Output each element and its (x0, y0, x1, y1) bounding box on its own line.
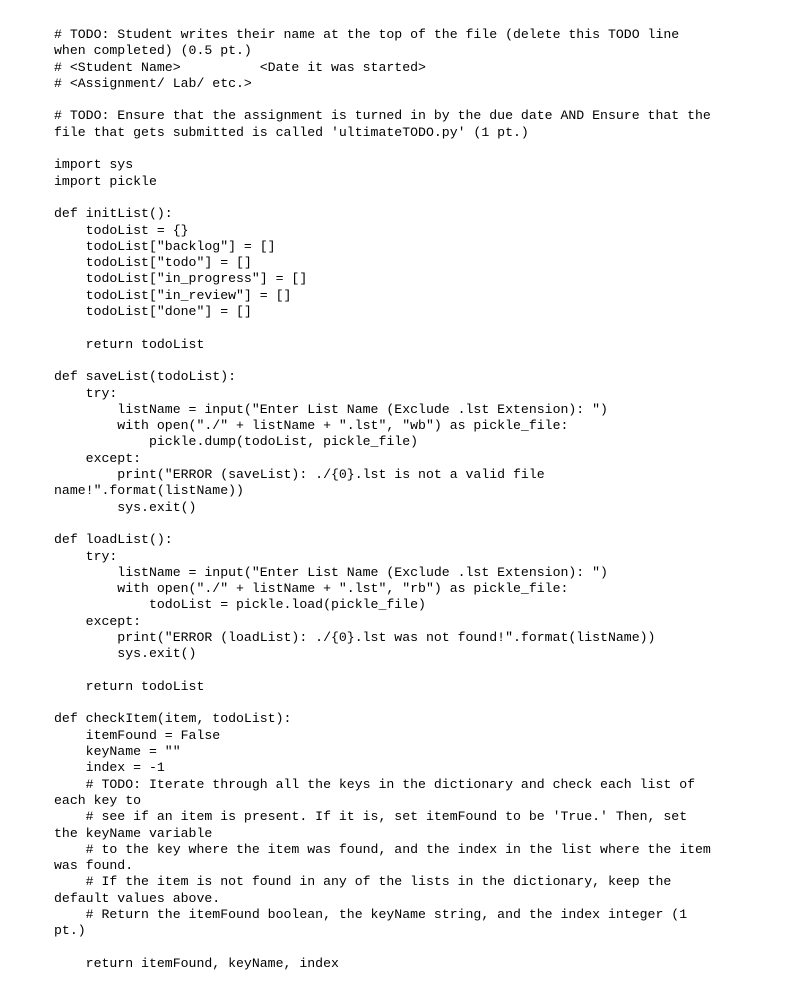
code-line-30: sys.exit() (54, 499, 197, 515)
code-line-49: # see if an item is present. If it is, set itemFound to be 'True.' Then, set (54, 809, 688, 825)
code-line-3: # <Student Name> <Date it was started> (54, 59, 426, 75)
code-line-34: listName = input("Enter List Name (Exclude .lst Extension): ") (54, 564, 608, 580)
code-line-32: def loadList(): (54, 532, 173, 548)
code-line-37: except: (54, 613, 142, 629)
code-line-18: todoList["done"] = [] (54, 304, 252, 320)
code-line-10: import pickle (54, 173, 157, 189)
code-line-39: sys.exit() (54, 646, 197, 662)
code-line-45: keyName = "" (54, 744, 181, 760)
code-line-21 (54, 353, 774, 369)
code-line-51: # to the key where the item was found, and the index in the list where the item (54, 841, 711, 857)
code-line-58: return itemFound, keyName, index (54, 955, 339, 971)
code-line-14: todoList["backlog"] = [] (54, 238, 276, 254)
code-line-28: print("ERROR (saveList): ./{0}.lst is not a valid file (54, 467, 545, 483)
code-line-16: todoList["in_progress"] = [] (54, 271, 308, 287)
code-line-55: # Return the itemFound boolean, the keyName string, and the index integer (1 (54, 907, 688, 923)
code-line-6: # TODO: Ensure that the assignment is turned in by the due date AND Ensure that the (54, 108, 711, 124)
code-line-36: todoList = pickle.load(pickle_file) (54, 597, 426, 613)
code-line-27: except: (54, 450, 142, 466)
code-document (54, 27, 774, 972)
code-line-46: index = -1 (54, 760, 165, 776)
code-line-19 (54, 320, 774, 336)
code-line-47: # TODO: Iterate through all the keys in the dictionary and check each list of (54, 776, 696, 792)
code-line-22: def saveList(todoList): (54, 369, 237, 385)
code-line-53: # If the item is not found in any of the lists in the dictionary, keep the (54, 874, 672, 890)
code-line-42 (54, 695, 774, 711)
code-line-57 (54, 940, 774, 956)
code-line-52: was found. (54, 858, 134, 874)
code-line-26: pickle.dump(todoList, pickle_file) (54, 434, 419, 450)
code-line-33: try: (54, 548, 118, 564)
code-line-31 (54, 516, 774, 532)
code-line-2: when completed) (0.5 pt.) (54, 43, 252, 59)
code-line-54: default values above. (54, 890, 221, 906)
code-line-15: todoList["todo"] = [] (54, 255, 252, 271)
code-line-40 (54, 663, 774, 679)
code-line-9: import sys (54, 157, 134, 173)
code-line-50: the keyName variable (54, 825, 213, 841)
code-line-12: def initList(): (54, 206, 173, 222)
code-line-17: todoList["in_review"] = [] (54, 287, 292, 303)
code-line-25: with open("./" + listName + ".lst", "wb") as pickle_file: (54, 418, 569, 434)
code-line-43: def checkItem(item, todoList): (54, 711, 292, 727)
code-line-7: file that gets submitted is called 'ultimateTODO.py' (1 pt.) (54, 124, 529, 140)
code-line-4: # <Assignment/ Lab/ etc.> (54, 75, 252, 91)
code-line-48: each key to (54, 792, 142, 808)
code-line-29: name!".format(listName)) (54, 483, 244, 499)
code-line-35: with open("./" + listName + ".lst", "rb") as pickle_file: (54, 581, 569, 597)
code-line-38: print("ERROR (loadList): ./{0}.lst was not found!".format(listName)) (54, 629, 656, 645)
code-line-20: return todoList (54, 336, 205, 352)
code-line-13: todoList = {} (54, 222, 189, 238)
code-line-44: itemFound = False (54, 727, 221, 743)
code-line-1: # TODO: Student writes their name at the top of the file (delete this TODO line (54, 27, 680, 42)
code-line-5 (54, 92, 774, 108)
code-line-56: pt.) (54, 923, 86, 939)
code-line-41: return todoList (54, 678, 205, 694)
code-line-11 (54, 190, 774, 206)
code-line-24: listName = input("Enter List Name (Exclude .lst Extension): ") (54, 401, 608, 417)
code-line-23: try: (54, 385, 118, 401)
code-line-8 (54, 141, 774, 157)
